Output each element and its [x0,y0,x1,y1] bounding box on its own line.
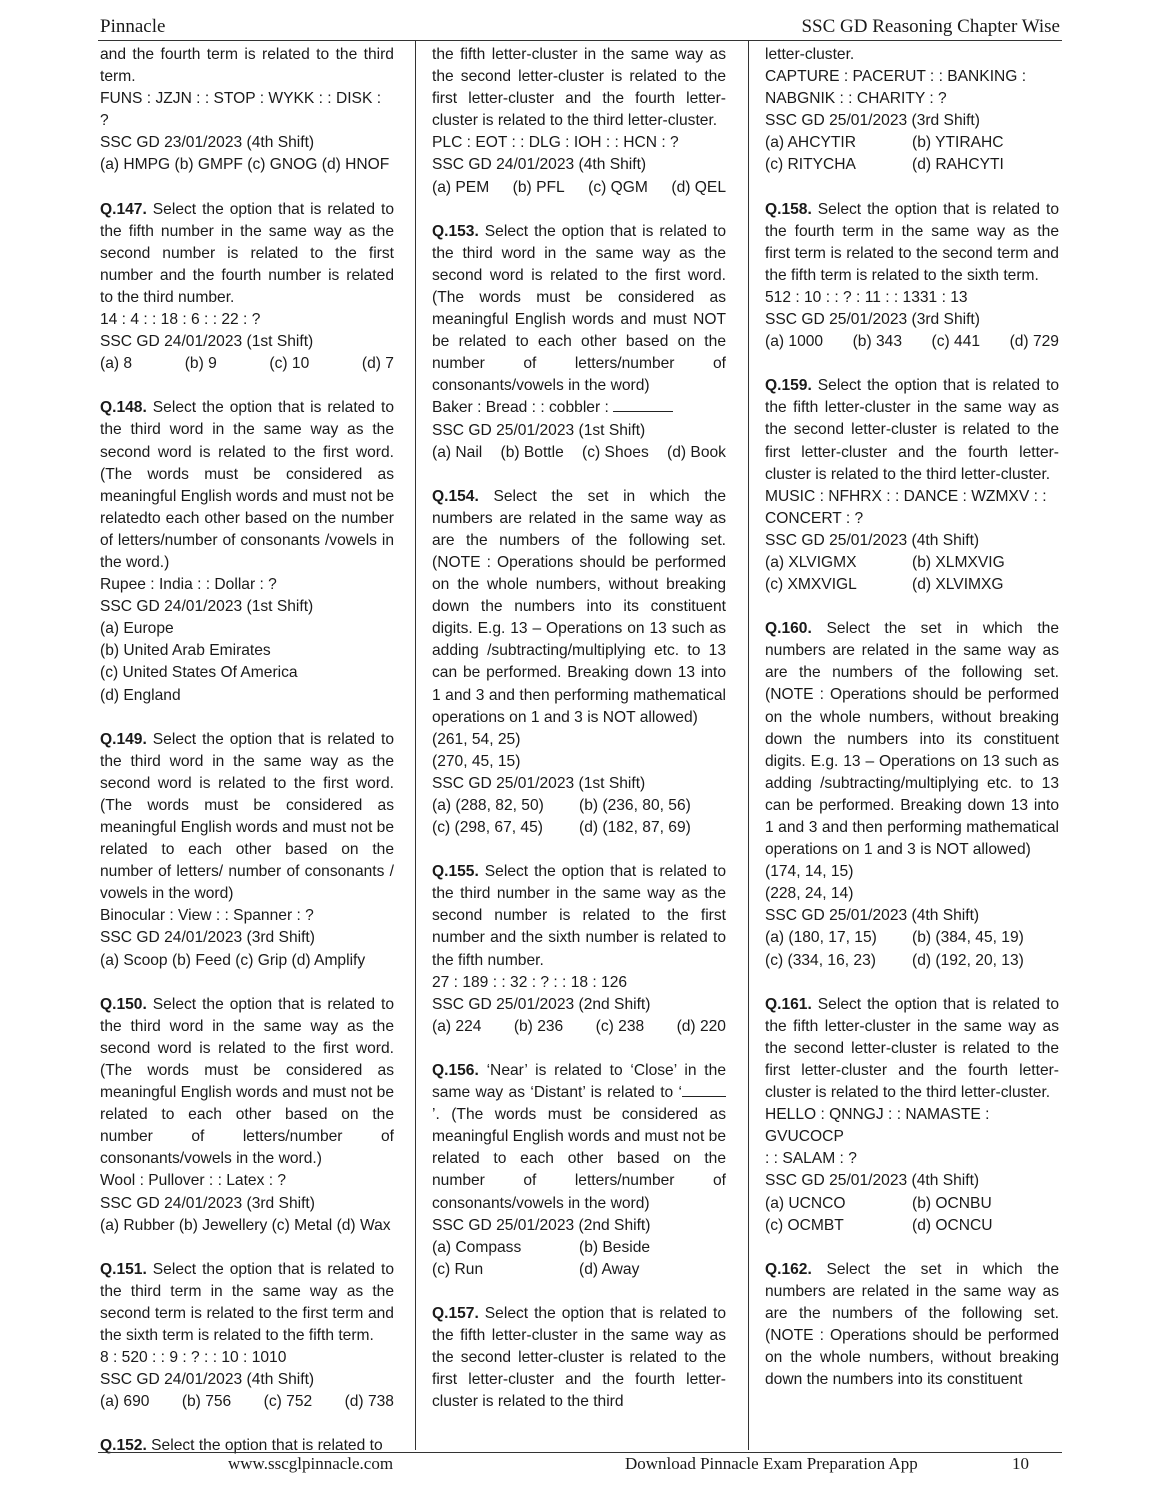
option-b: (b) 9 [184,355,217,373]
option-c: (c) Run [432,1260,484,1278]
page-header [100,10,1060,38]
option-b: (b) XLMXVIG [912,553,1005,571]
column-3 [765,44,1059,1391]
question-text: Select the set in which the numbers are related in the same way as are the numbers of the following set. (NOTE : Operations should be performed on the whole numbers, without breaking down the numbers into its constituent [765,1260,1059,1389]
options-row [432,177,726,199]
question-source: SSC GD 24/01/2023 (4th Shift) [100,1371,315,1389]
question-text: Select the option that is related to the fifth letter-cluster in the same way as the second letter-cluster is related to the first letter-cluster and the fourth letter-cluster is related to the third letter-cluster. [765,995,1059,1102]
option-a: (a) Europe [100,620,174,638]
question-153 [432,221,726,398]
question-text: Select the set in which the numbers are related in the same way as are the numbers of the following set. (NOTE : Operations should be performed on the whole numbers, without breaking down the numbers into its constituent digits. E.g. 13 – Operations on 13 such as adding /subtracting/multiplying etc. to 13 can be performed. Breaking down 13 into 1 and 3 and then performing mathematical operations on 1 and 3 is NOT allowed) [765,620,1059,859]
footer-website[interactable]: www.sscglpinnacle.com [228,1454,394,1473]
options-row [100,1391,394,1413]
question-150 [100,994,394,1171]
question-160 [765,618,1059,861]
options-grid [432,1237,726,1281]
question-source: SSC GD 25/01/2023 (3rd Shift) [765,112,980,130]
question-number: Q.159. [765,377,812,395]
option-a: (a) PEM [432,178,490,196]
question-text: Select the option that is related to the third word in the same way as the second word is related to the first word. (The words must be considered as meaningful English words and must not be related to each other based on the number of letters/number of consonants/vowels in the word.) [100,995,394,1168]
question-source: SSC GD 24/01/2023 (4th Shift) [432,156,647,174]
option-d: (d) QEL [671,178,726,196]
option-b: (b) OCNBU [912,1194,992,1212]
question-source: SSC GD 25/01/2023 (4th Shift) [765,1172,980,1190]
option-d: (d) 729 [1009,333,1059,351]
options-row: (a) Rubber (b) Jewellery (c) Metal (d) Wax [100,1216,391,1234]
option-d: (d) 738 [344,1393,394,1411]
option-d: (d) England [100,686,181,704]
option-b: (b) United Arab Emirates [100,642,271,660]
question-data: (228, 24, 14) [765,885,854,903]
question-text: Select the option that is related to the third term in the same way as the second term is related to the first term and the sixth term is related to the fifth term. [100,1260,394,1344]
question-number: Q.158. [765,200,812,218]
question-data: CONCERT : ? [765,509,864,527]
question-159 [765,375,1059,485]
option-b: (b) 236 [513,1017,564,1035]
question-number: Q.151. [100,1260,147,1278]
option-c: (c) RITYCHA [765,156,856,174]
option-b: (b) Beside [579,1238,651,1256]
header-title: SSC GD Reasoning Chapter Wise [801,16,1060,37]
column-divider [415,40,416,1450]
option-b: (b) (384, 45, 19) [912,929,1024,947]
option-a: (a) 1000 [765,333,824,351]
option-d: (d) 7 [361,355,394,373]
option-d: (d) OCNCU [912,1216,993,1234]
question-source: SSC GD 24/01/2023 (1st Shift) [100,333,314,351]
question-text-cont: ’. (The words must be considered as meaningful English words and must not be related to each other based on the number of letters/number of consonants/vowels in the word) [432,1106,726,1212]
question-156 [432,1060,726,1215]
question-source: SSC GD 25/01/2023 (1st Shift) [432,774,646,792]
question-text: Select the option that is related to the fifth number in the same way as the second number is related to the first number and the fourth number is related to the third number. [100,200,394,306]
question-149 [100,729,394,906]
options-grid [765,1193,1059,1237]
q146-options: (a) HMPG (b) GMPF (c) GNOG (d) HNOF [100,156,390,174]
header-brand: Pinnacle [100,16,166,37]
question-text: Select the set in which the numbers are related in the same way as are the numbers of the following set. (NOTE : Operations should be performed on the whole numbers, without breaking down the numbers into its constituent digits. E.g. 13 – Operations on 13 such as adding /subtracting/multiplying etc. to 13 can be performed. Breaking down 13 into 1 and 3 and then performing mathematical operations on 1 and 3 is NOT allowed) [432,487,726,726]
options-row [100,353,394,375]
options-grid [765,927,1059,971]
option-c: (c) 10 [269,355,310,373]
question-161 [765,994,1059,1104]
option-a: (a) (288, 82, 50) [432,797,544,814]
question-data: (270, 45, 15) [432,752,521,770]
question-number: Q.162. [765,1260,812,1278]
question-text: Select the option that is related to [151,1437,383,1455]
option-c: (c) 441 [931,333,981,351]
options-row: (a) Scoop (b) Feed (c) Grip (d) Amplify [100,951,366,969]
column-2 [432,44,726,1413]
option-a: (a) (180, 17, 15) [765,929,877,947]
options-row [765,331,1059,353]
option-c: (c) (334, 16, 23) [765,951,876,969]
option-c: (c) XMXVIGL [765,576,857,594]
question-number: Q.156. [432,1061,479,1079]
question-source: SSC GD 25/01/2023 (2nd Shift) [432,995,651,1013]
option-d: (d) (182, 87, 69) [579,819,691,837]
answer-blank [613,399,673,412]
option-c: (c) 752 [263,1393,313,1411]
question-text: Select the option that is related to the fifth letter-cluster in the same way as the second letter-cluster is related to the first letter-cluster and the fourth letter-cluster is related to the third letter-cluster. [765,377,1059,483]
question-source: SSC GD 24/01/2023 (3rd Shift) [100,1194,315,1212]
option-a: (a) 690 [100,1393,150,1411]
question-data: CAPTURE : PACERUT : : BANKING : [765,68,1027,86]
question-source: SSC GD 25/01/2023 (3rd Shift) [765,311,980,329]
question-text: ‘Near’ is related to ‘Close’ in the same way as ‘Distant’ is related to ‘ [432,1061,726,1102]
question-source: SSC GD 25/01/2023 (1st Shift) [432,421,646,439]
question-data: : : SALAM : ? [765,1150,857,1168]
option-d: (d) 220 [676,1017,726,1035]
question-number: Q.160. [765,620,812,638]
question-source: SSC GD 24/01/2023 (3rd Shift) [100,929,315,947]
question-157 [432,1303,726,1413]
question-162 [765,1259,1059,1392]
column-1 [100,44,394,1457]
option-d: (d) (192, 20, 13) [912,951,1024,969]
options-row [432,1016,726,1038]
q146-data: FUNS : JZJN : : STOP : WYKK : : DISK : ? [100,90,382,130]
header-rule [98,40,1062,41]
question-data: MUSIC : NFHRX : : DANCE : WZMXV : : [765,487,1047,505]
question-151 [100,1259,394,1347]
column-divider [748,40,749,1450]
option-b: (b) YTIRAHC [912,134,1004,152]
option-c: (c) United States Of America [100,664,298,682]
question-data: 512 : 10 : : ? : 11 : : 1331 : 13 [765,288,968,306]
question-number: Q.148. [100,399,147,417]
option-d: (d) Book [667,443,726,461]
option-a: (a) AHCYTIR [765,134,856,152]
question-data: 8 : 520 : : 9 : ? : : 10 : 1010 [100,1349,287,1367]
question-data: NABGNIK : : CHARITY : ? [765,90,947,108]
question-number: Q.154. [432,487,479,505]
option-c: (c) (298, 67, 45) [432,819,543,837]
q146-continued-text: and the fourth term is related to the third term. [100,46,394,86]
question-number: Q.150. [100,995,147,1013]
question-data: 27 : 189 : : 32 : ? : : 18 : 126 [432,973,628,991]
question-147 [100,199,394,309]
answer-blank [682,1084,726,1097]
question-number: Q.155. [432,863,479,881]
question-data: PLC : EOT : : DLG : IOH : : HCN : ? [432,134,679,152]
option-a: (a) 224 [432,1017,482,1035]
option-c: (c) QGM [588,178,648,196]
question-text: Select the option that is related to the third word in the same way as the second word is related to the first word. (The words must be considered as meaningful English words and must not be related to each other based on the number of letters/ number of consonants / vowels in the word) [100,730,394,903]
question-text: Select the option that is related to the third word in the same way as the second word is related to the first word. (The words must be considered as meaningful English words and must NOT be related to each other based on the number of letters/number of consonants/vowels in the word) [432,222,726,395]
question-source: SSC GD 25/01/2023 (2nd Shift) [432,1216,651,1234]
question-data: 14 : 4 : : 18 : 6 : : 22 : ? [100,311,261,329]
option-a: (a) Nail [432,443,483,461]
option-a: (a) Compass [432,1238,522,1256]
question-number: Q.149. [100,730,147,748]
option-b: (b) PFL [512,178,565,196]
options-grid [765,132,1059,176]
question-number: Q.147. [100,200,147,218]
q152-continued-text: the fifth letter-cluster in the same way as the second letter-cluster is related to the first letter-cluster and the fourth letter-cluster is related to the third letter-cluster. [432,46,726,130]
question-text: Select the option that is related to the third word in the same way as the second word is related to the first word. (The words must be considered as meaningful English words and must not be relatedto each other based on the number of letters/number of consonants /vowels in the word.) [100,399,394,571]
q157-continued-text: letter-cluster. [765,46,855,63]
question-text: Select the option that is related to the fifth letter-cluster in the same way as the second letter-cluster is related to the first letter-cluster and the fourth letter-cluster is related to the third [432,1304,726,1411]
page-number: 10 [1012,1454,1029,1473]
options-grid [765,552,1059,596]
question-data: (174, 14, 15) [765,863,854,881]
question-source: SSC GD 25/01/2023 (4th Shift) [765,531,980,549]
q146-source: SSC GD 23/01/2023 (4th Shift) [100,134,315,152]
option-b: (b) Bottle [500,443,564,461]
question-source: SSC GD 24/01/2023 (1st Shift) [100,598,314,616]
question-number: Q.153. [432,222,479,240]
question-source: SSC GD 25/01/2023 (4th Shift) [765,907,980,925]
question-154 [432,486,726,729]
question-number: Q.157. [432,1304,479,1322]
option-b: (b) 756 [181,1393,232,1411]
option-c: (c) 238 [595,1017,645,1035]
question-data: Binocular : View : : Spanner : ? [100,907,314,925]
question-data: HELLO : QNNGJ : : NAMASTE : GVUCOCP [765,1106,990,1146]
option-b: (b) (236, 80, 56) [579,797,691,814]
question-155 [432,861,726,971]
option-c: (c) Shoes [582,443,649,461]
question-number: Q.152. [100,1437,147,1455]
option-d: (d) XLVIMXG [912,576,1004,594]
question-148 [100,397,394,574]
question-data: Rupee : India : : Dollar : ? [100,576,277,594]
option-c: (c) OCMBT [765,1216,844,1234]
option-b: (b) 343 [852,333,903,351]
question-text: Select the option that is related to the third number in the same way as the second number is related to the first number and the sixth number is related to the fifth number. [432,863,726,969]
options-grid [432,795,726,839]
options-row [432,442,726,464]
question-data: Wool : Pullover : : Latex : ? [100,1172,287,1190]
option-d: (d) Away [579,1260,640,1278]
question-data-text: Baker : Bread : : cobbler : [432,399,609,417]
option-d: (d) RAHCYTI [912,156,1004,174]
question-text: Select the option that is related to the fourth term in the same way as the first term is related to the second term and the fifth term is related to the sixth term. [765,200,1059,284]
option-a: (a) XLVIGMX [765,553,857,571]
question-158 [765,199,1059,287]
question-data: (261, 54, 25) [432,730,521,748]
option-a: (a) 8 [100,355,133,373]
question-data [432,397,726,419]
option-a: (a) UCNCO [765,1194,846,1212]
footer-app-promo: Download Pinnacle Exam Preparation App [625,1454,918,1473]
page-footer [0,1454,1159,1484]
footer-rule [98,1452,1062,1453]
question-number: Q.161. [765,995,812,1013]
